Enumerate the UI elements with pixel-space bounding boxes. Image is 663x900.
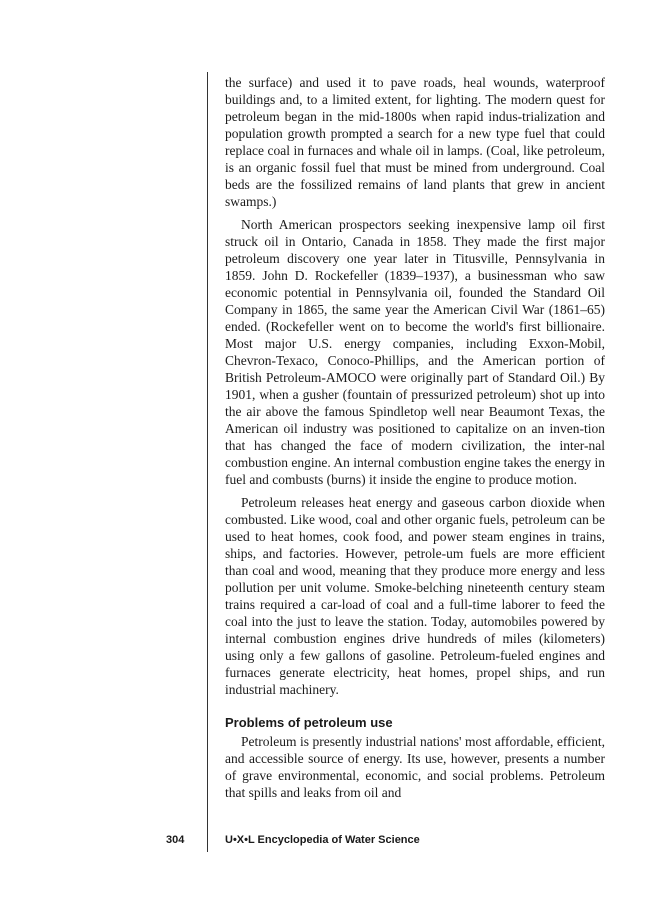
paragraph-3: Petroleum releases heat energy and gaseous carbon dioxide when combusted. Like wood, coal and other organic fuels, petroleum can be used to heat homes, cook food, and power steam engines in trains, ships, and factories. However, petrole-um fuels are more efficient than coal and wood, meaning that they produce more energy and less pollution per unit volume. Smoke-belching nineteenth century steam trains required a car-load of coal and a full-time laborer to feed the coal into the just to leave the station. Today, automobiles powered by internal combustion engines drive hundreds of miles (kilometers) using only a few gallons of gasoline. Petroleum-fueled engines and furnaces generate electricity, heat homes, propel ships, and run industrial machinery. [225,495,605,697]
paragraph-2: North American prospectors seeking inexpensive lamp oil first struck oil in Ontario, Canada in 1858. They made the first major petroleum discovery one year later in Titusville, Pennsylvania in 1859. John D. Rockefeller (1839–1937), a businessman who saw economic potential in Pennsylvania oil, founded the Standard Oil Company in 1865, the same year the American Civil War (1861–65) ended. (Rockefeller went on to become the world's first billionaire. Most major U.S. energy companies, including Exxon-Mobil, Chevron-Texaco, Conoco-Phillips, and the American portion of British Petroleum-AMOCO were originally part of Standard Oil.) By 1901, when a gusher (fountain of pressurized petroleum) shot up into the air above the famous Spindletop well near Beaumont Texas, the American oil industry was positioned to capitalize on an inven-tion that has changed the face of modern civilization, the inter-nal combustion engine. An internal combustion engine takes the energy in fuel and combusts (burns) it inside the engine to produce motion. [225,217,605,487]
section-heading: Problems of petroleum use [225,715,393,730]
section-paragraph: Petroleum is presently industrial nations' most affordable, efficient, and accessible source of energy. Its use, however, presents a number of grave environmental, economic, and social problems. Petroleum that spills and leaks from oil and [225,734,605,800]
margin-rule [207,72,208,852]
running-title: U•X•L Encyclopedia of Water Science [225,834,420,846]
page-footer [0,832,663,848]
text-column [225,74,605,801]
paragraph-1: the surface) and used it to pave roads, heal wounds, waterproof buildings and, to a limited extent, for lighting. The modern quest for petroleum began in the mid-1800s when rapid indus-trialization and population growth prompted a search for a new type fuel that could replace coal in furnaces and whale oil in lamps. (Coal, like petroleum, is an organic fossil fuel that must be mined from underground. Coal beds are the fossilized remains of land plants that grew in ancient swamps.) [225,75,605,209]
page-number: 304 [166,834,185,846]
